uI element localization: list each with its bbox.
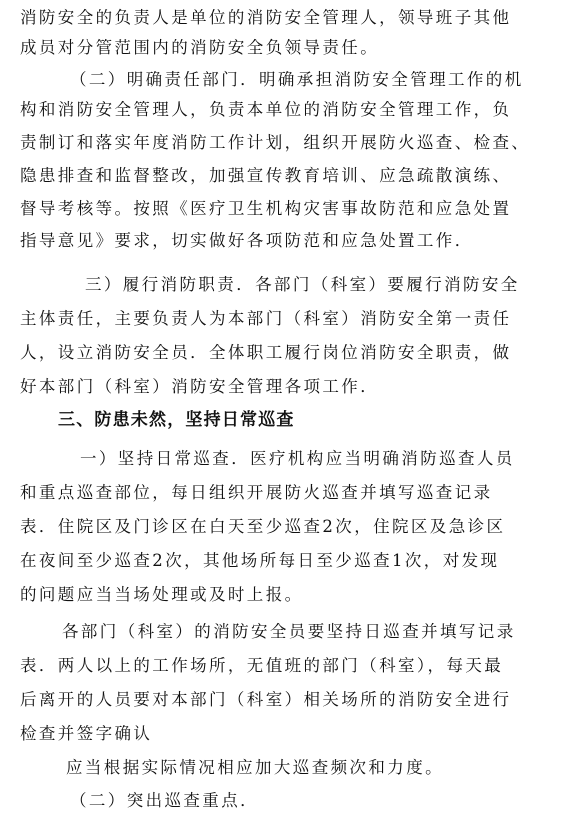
paragraph-line: 责制订和落实年度消防工作计划，组织开展防火巡查、检查、 bbox=[20, 133, 531, 152]
paragraph-line: 成员对分管范围内的消防安全负领导责任。 bbox=[20, 38, 380, 57]
paragraph-line: 隐患排查和监督整改，加强宣传教育培训、应急疏散演练、 bbox=[20, 166, 512, 185]
paragraph-line: 指导意见》要求，切实做好各项防范和应急处置工作． bbox=[20, 231, 474, 250]
paragraph-line: 和重点巡查部位，每日组织开展防火巡查并填写巡查记录 bbox=[20, 483, 493, 502]
paragraph-line: 应当根据实际情况相应加大巡查频次和力度。 bbox=[66, 758, 444, 777]
paragraph-line: （二）明确责任部门．明确承担消防安全管理工作的机 bbox=[70, 70, 524, 89]
paragraph-line: 督导考核等。按照《医疗卫生机构灾害事故防范和应急处置 bbox=[20, 199, 512, 218]
paragraph-line: 三）履行消防职责．各部门（科室）要履行消防安全 bbox=[85, 275, 520, 294]
paragraph-line: （二）突出巡查重点． bbox=[70, 791, 259, 810]
paragraph-line: 好本部门（科室）消防安全管理各项工作． bbox=[20, 377, 380, 396]
paragraph-line: 表．住院区及门诊区在白天至少巡查2次，住院区及急诊区 bbox=[20, 517, 506, 536]
paragraph-line: 在夜间至少巡查2次，其他场所每日至少巡查1次，对发现 bbox=[20, 551, 500, 570]
paragraph-line: 人，设立消防安全员．全体职工履行岗位消防安全职责，做 bbox=[20, 343, 512, 362]
section-heading: 三、防患未然，坚持日常巡查 bbox=[58, 410, 295, 430]
paragraph-line: 构和消防安全管理人，负责本单位的消防安全管理工作，负 bbox=[20, 100, 512, 119]
paragraph-line: 各部门（科室）的消防安全员要坚持日巡查并填写记录 bbox=[62, 622, 516, 641]
paragraph-line: 一）坚持日常巡查．医疗机构应当明确消防巡查人员 bbox=[80, 449, 515, 468]
paragraph-line: 消防安全的负责人是单位的消防安全管理人，领导班子其他 bbox=[20, 8, 512, 27]
paragraph-line: 表．两人以上的工作场所，无值班的部门（科室），每天最 bbox=[20, 656, 504, 675]
paragraph-line: 的问题应当当场处理或及时上报。 bbox=[20, 585, 304, 604]
paragraph-line: 检查并签字确认 bbox=[20, 724, 153, 743]
paragraph-line: 主体责任，主要负责人为本部门（科室）消防安全第一责任 bbox=[20, 309, 512, 328]
paragraph-line: 后离开的人员要对本部门（科室）相关场所的消防安全进行 bbox=[20, 690, 512, 709]
